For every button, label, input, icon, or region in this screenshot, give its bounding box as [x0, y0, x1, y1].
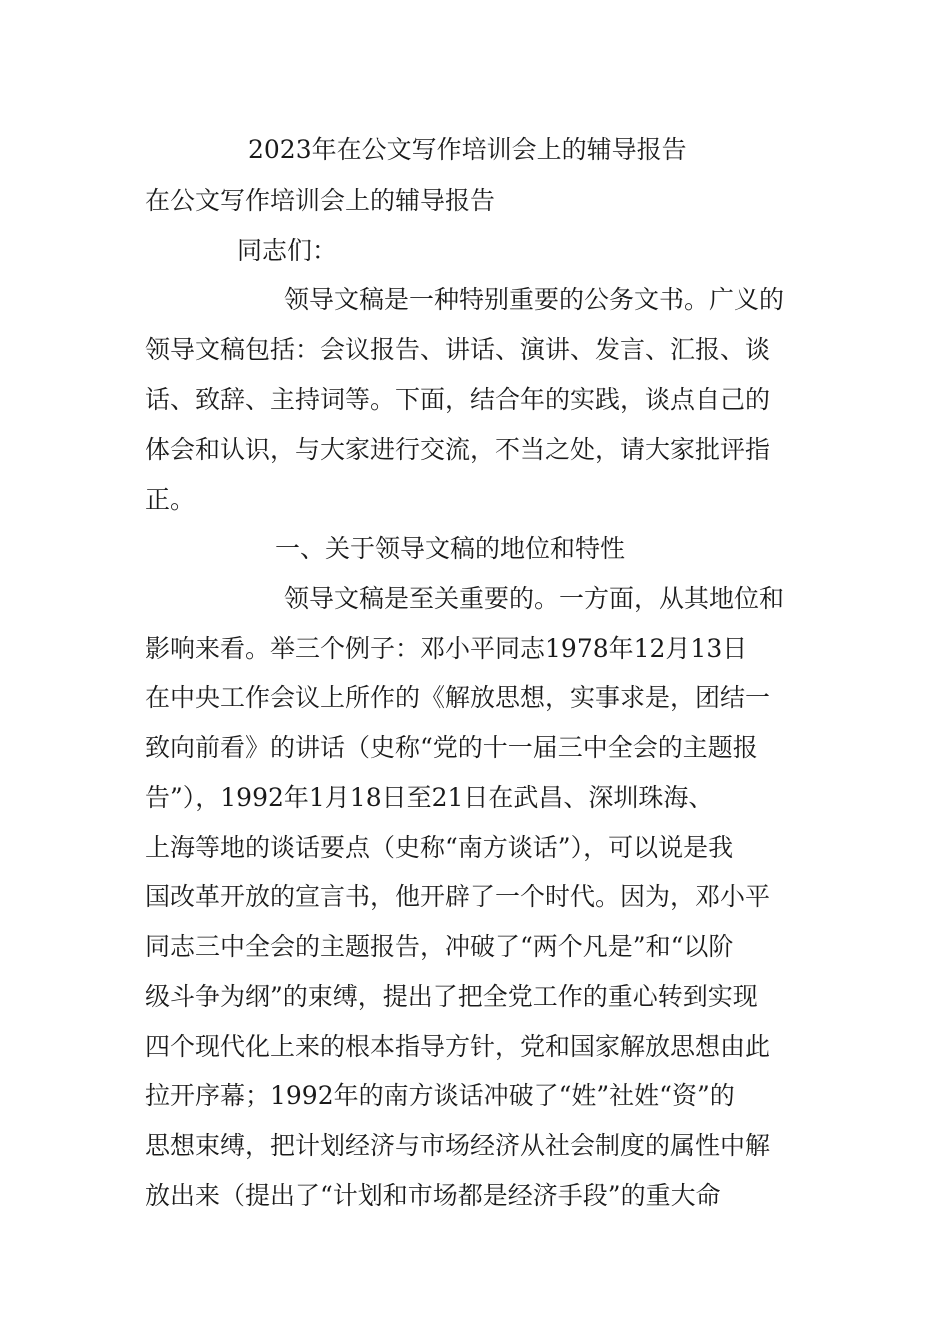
- paragraph-line: 级斗争为纲”的束缚，提出了把全党工作的重心转到实现: [145, 982, 758, 1011]
- paragraph-line: 拉开序幕；1992年的南方谈话冲破了“姓”社姓“资”的: [145, 1081, 735, 1110]
- paragraph-line: 思想束缚，把计划经济与市场经济从社会制度的属性中解: [145, 1131, 771, 1160]
- paragraph-line: 国改革开放的宣言书，他开辟了一个时代。因为，邓小平: [145, 882, 771, 911]
- paragraph-line: 致向前看》的讲话（史称“党的十一届三中全会的主题报: [145, 733, 758, 762]
- paragraph-line: 正。: [145, 485, 196, 514]
- document-title: 2023年在公文写作培训会上的辅导报告: [248, 135, 687, 164]
- paragraph-line: 体会和认识，与大家进行交流，不当之处，请大家批评指: [145, 435, 771, 464]
- paragraph-line: 领导文稿是至关重要的。一方面，从其地位和: [284, 584, 785, 613]
- greeting: 同志们：: [237, 236, 338, 265]
- paragraph-line: 上海等地的谈话要点（史称“南方谈话”），可以说是我: [145, 833, 734, 862]
- paragraph-line: 领导文稿包括：会议报告、讲话、演讲、发言、汇报、谈: [145, 335, 771, 364]
- paragraph-line: 告”），1992年1月18日至21日在武昌、深圳珠海、: [145, 783, 714, 812]
- paragraph-line: 领导文稿是一种特别重要的公务文书。广义的: [284, 285, 785, 314]
- paragraph-line: 放出来（提出了“计划和市场都是经济手段”的重大命: [145, 1181, 721, 1210]
- paragraph-line: 四个现代化上来的根本指导方针，党和国家解放思想由此: [145, 1032, 771, 1061]
- paragraph-line: 话、致辞、主持词等。下面，结合年的实践，谈点自己的: [145, 385, 771, 414]
- paragraph-line: 在中央工作会议上所作的《解放思想，实事求是，团结一: [145, 683, 771, 712]
- paragraph-line: 影响来看。举三个例子：邓小平同志1978年12月13日: [145, 634, 748, 663]
- document-subtitle: 在公文写作培训会上的辅导报告: [145, 186, 496, 215]
- section-heading: 一、关于领导文稿的地位和特性: [275, 534, 626, 563]
- paragraph-line: 同志三中全会的主题报告，冲破了“两个凡是”和“以阶: [145, 932, 734, 961]
